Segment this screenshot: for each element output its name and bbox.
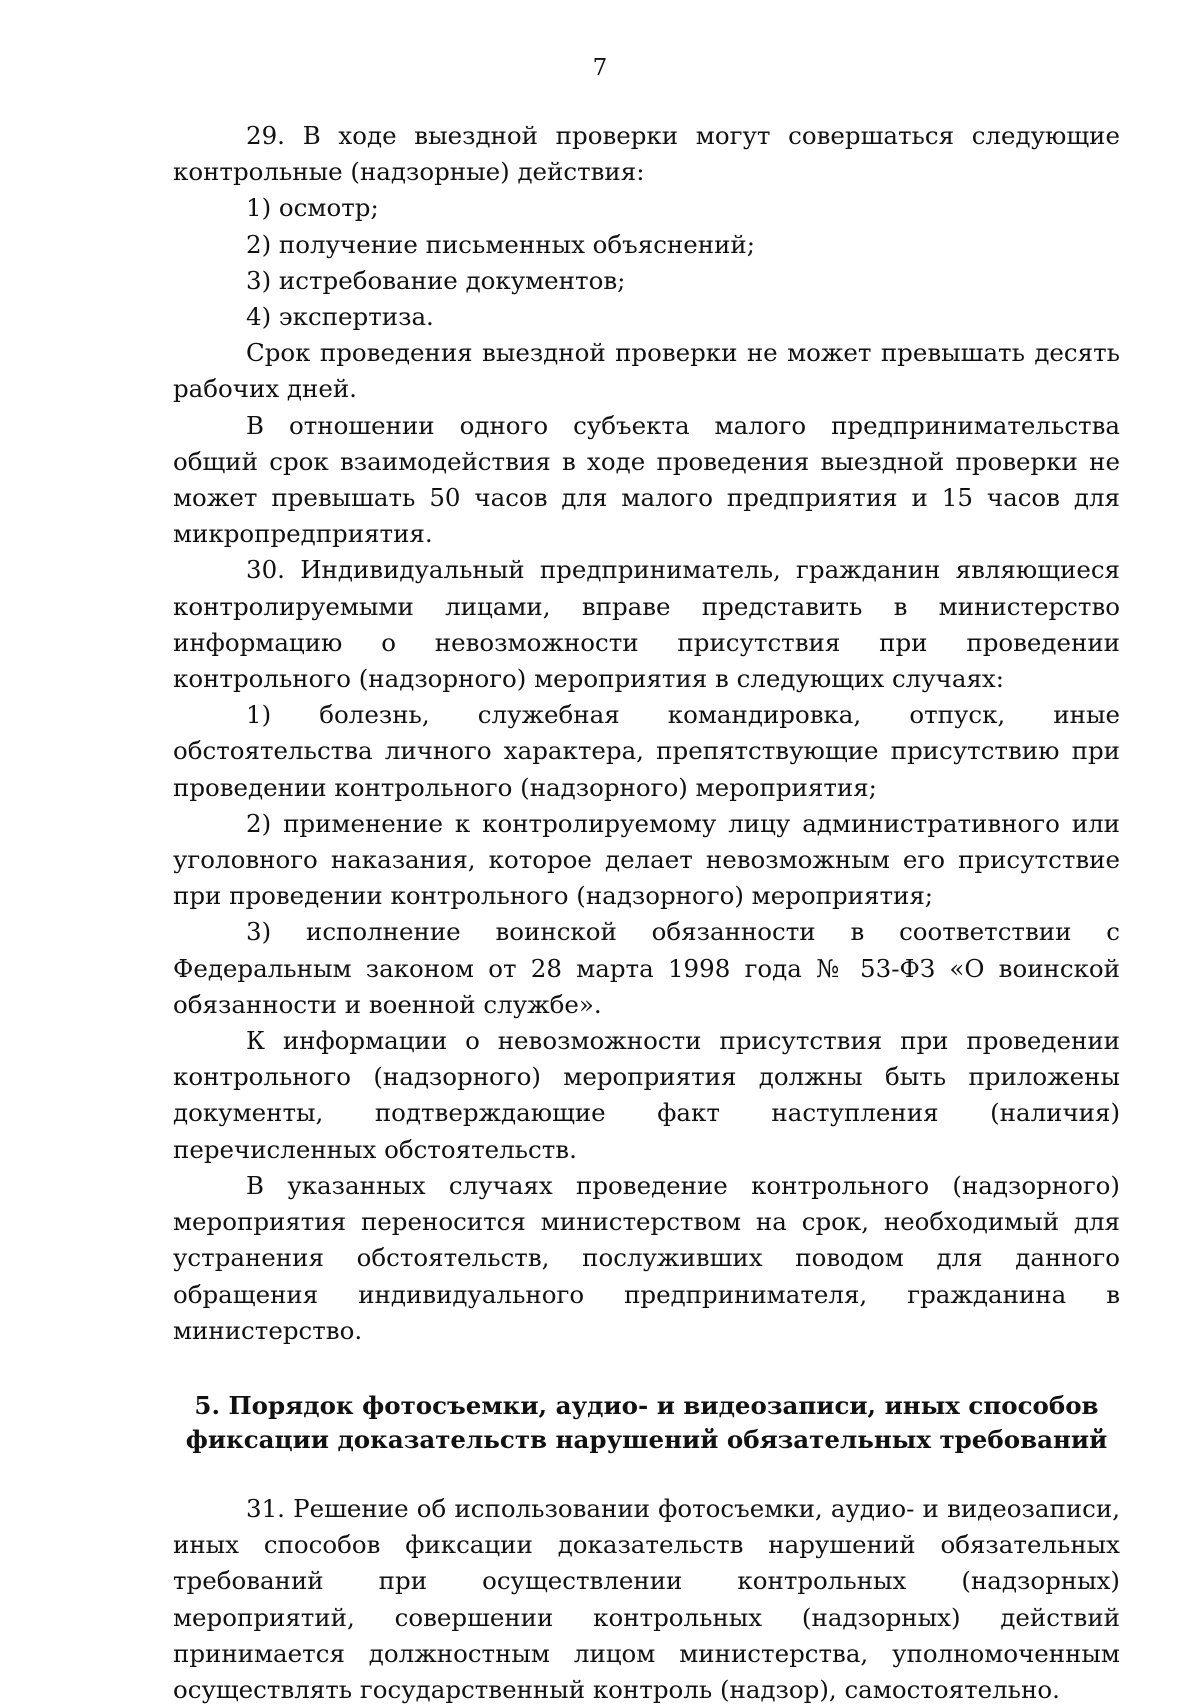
paragraph-postponement: В указанных случаях проведение контрольного (надзорного) мероприятия переносится министерством на срок, необходимый для устранения обстоятельств, послуживших поводом для данного обращения индивидуального предпринимателя, гражданина в министерство.	[173, 1170, 1120, 1345]
list-item-inspection: 1) осмотр;	[246, 193, 379, 223]
paragraph-inspection-term: Срок проведения выездной проверки не может превышать десять рабочих дней.	[173, 338, 1120, 404]
paragraph-29-intro: 29. В ходе выездной проверки могут совершаться следующие контрольные (надзорные) действия:	[173, 121, 1120, 187]
paragraph-30-intro: 30. Индивидуальный предприниматель, гражданин являющиеся контролируемыми лицами, вправе представить в министерство информацию о невозможности присутствия при проведении контрольного (надзорного) мероприятия в следующих случаях:	[173, 555, 1120, 694]
paragraph-small-business-term: В отношении одного субъекта малого предпринимательства общий срок взаимодействия в ходе проведения выездной проверки не может превышать 50 часов для малого предприятия и 15 часов для микропредприятия.	[173, 410, 1120, 549]
page-number: 7	[592, 55, 608, 81]
section-heading	[173, 1389, 1120, 1457]
list-item-military-duty: 3) исполнение воинской обязанности в соответствии с Федеральным законом от 28 марта 1998 года № 53-ФЗ «О воинской обязанности и военной службе».	[173, 917, 1120, 1019]
list-item-explanations: 2) получение письменных объяснений;	[246, 229, 756, 259]
paragraph-attached-documents: К информации о невозможности присутствия при проведении контрольного (надзорного) мероприятия должны быть приложены документы, подтверждающие факт наступления (наличия) перечисленных обстоятельств.	[173, 1026, 1120, 1164]
section-heading-line-2: фиксации доказательств нарушений обязательных требований	[185, 1424, 1108, 1454]
list-item-illness: 1) болезнь, служебная командировка, отпуск, иные обстоятельства личного характера, препятствующие присутствию при проведении контрольного (надзорного) мероприятия;	[173, 700, 1120, 802]
list-item-expertise: 4) экспертиза.	[246, 302, 434, 332]
list-item-punishment: 2) применение к контролируемому лицу административного или уголовного наказания, которое делает невозможным его присутствие при проведении контрольного (надзорного) мероприятия;	[173, 808, 1120, 911]
section-heading-line-1: 5. Порядок фотосъемки, аудио- и видеозаписи, иных способов	[194, 1390, 1099, 1420]
paragraph-31: 31. Решение об использовании фотосъемки, аудио- и видеозаписи, иных способов фиксации доказательств нарушений обязательных требований при осуществлении контрольных (надзорных) мероприятий, совершении контрольных (надзорных) действий принимается должностным лицом министерства, уполномоченным осуществлять государственный контроль (надзор), самостоятельно.	[173, 1493, 1120, 1704]
document-body	[173, 118, 1120, 1708]
list-item-documents: 3) истребование документов;	[246, 265, 626, 295]
